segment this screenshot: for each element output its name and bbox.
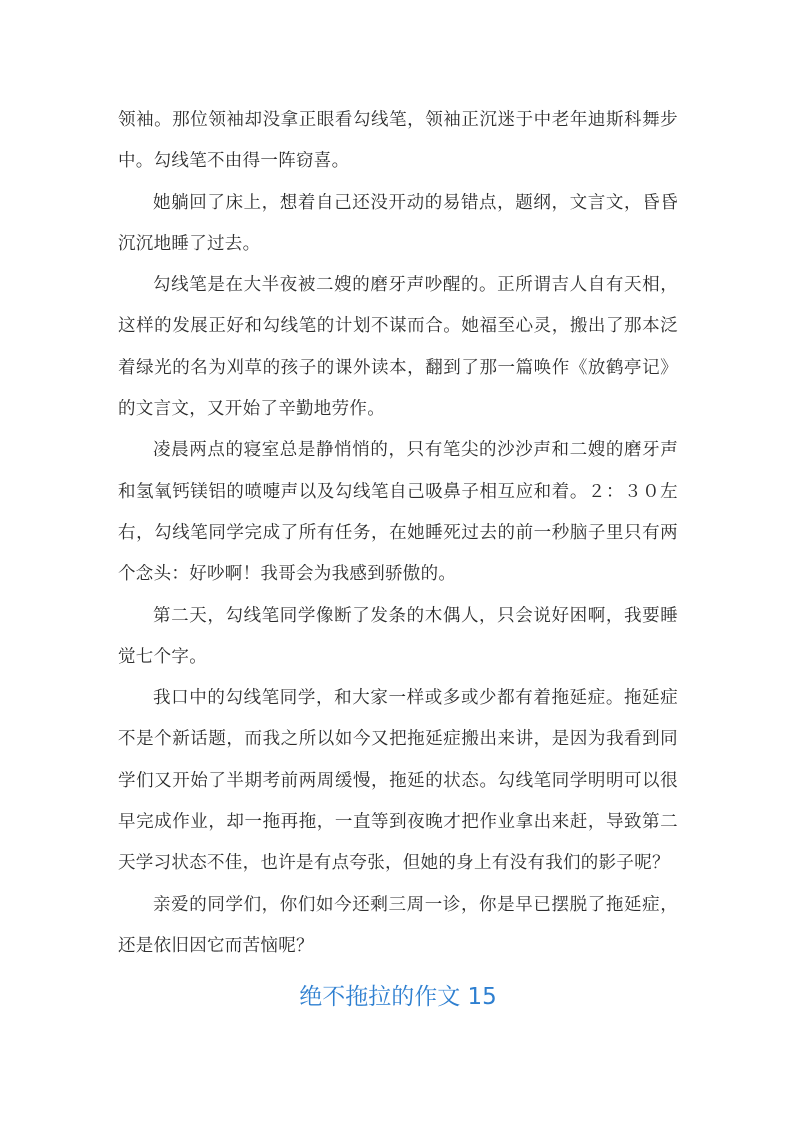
paragraph: 第二天，勾线笔同学像断了发条的木偶人，只会说好困啊，我要睡觉七个字。 [118, 605, 678, 667]
section-heading: 绝不拖拉的作文 15 [299, 984, 497, 1011]
paragraph: 凌晨两点的寝室总是静悄悄的，只有笔尖的沙沙声和二嫂的磨牙声和氢氧钙镁铝的喷嚏声以及勾线笔自己吸鼻子相互应和着。２：３０左右，勾线笔同学完成了所有任务，在她睡死过去的前一秒脑子里只有两个念头：好吵啊！我哥会为我感到骄傲的。 [118, 440, 678, 585]
paragraph: 我口中的勾线笔同学，和大家一样或多或少都有着拖延症。拖延症不是个新话题，而我之所以如今又把拖延症搬出来讲，是因为我看到同学们又开始了半期考前两周缓慢，拖延的状态。勾线笔同学明明可以很早完成作业，却一拖再拖，一直等到夜晚才把作业拿出来赶，导致第二天学习状态不佳，也许是有点夸张，但她的身上有没有我们的影子呢？ [118, 688, 678, 874]
document-body [118, 100, 678, 1019]
paragraph-continued: 领袖。那位领袖却没拿正眼看勾线笔，领袖正沉迷于中老年迪斯科舞步中。勾线笔不由得一阵窃喜。 [118, 110, 678, 172]
paragraph: 她躺回了床上，想着自己还没开动的易错点，题纲，文言文，昏昏沉沉地睡了过去。 [118, 192, 678, 254]
paragraph: 勾线笔是在大半夜被二嫂的磨牙声吵醒的。正所谓吉人自有天相，这样的发展正好和勾线笔的计划不谋而合。她福至心灵，搬出了那本泛着绿光的名为刈草的孩子的课外读本，翻到了那一篇唤作《放鹤亭记》的文言文，又开始了辛勤地劳作。 [118, 275, 678, 420]
paragraph: 亲爱的同学们，你们如今还剩三周一诊，你是早已摆脱了拖延症，还是依旧因它而苦恼呢？ [118, 894, 678, 956]
